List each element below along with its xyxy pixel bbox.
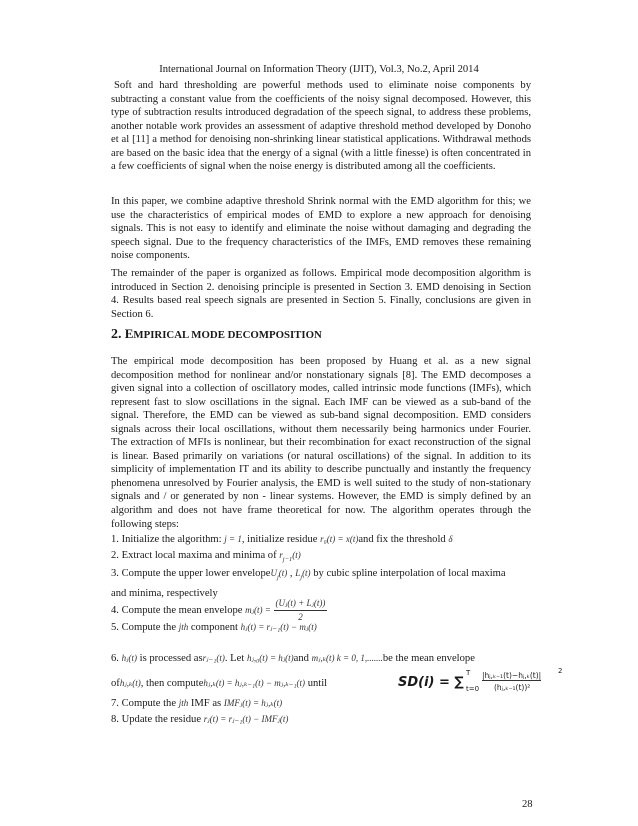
sd-sum-upper: T	[466, 669, 471, 677]
math-mjk: mⱼ,ₖ(t) k = 0, 1,.......	[311, 653, 383, 663]
math-hj0: hⱼ,₀(t) = hⱼ(t)	[246, 653, 294, 663]
sd-stopping-formula	[398, 667, 563, 697]
algorithm-step-5: 5. Compute the jth component hⱼ(t) = rⱼ₋₁(t) − mⱼ(t)	[111, 622, 317, 633]
paragraph-contribution: In this paper, we combine adaptive threshold Shrink normal with the EMD algorithm for this; we use the characteristics of empirical modes of EMD to explore a new approach for denoising signals. This is not easy to identify and eliminate the noise without damaging and degrading the speech signal. Due to the frequency characteristics of the IMFs, EMD removes these remaining noise components.	[111, 196, 531, 262]
math-residue-update: rⱼ(t) = rⱼ₋₁(t) − IMFⱼ(t)	[203, 714, 289, 724]
paragraph-thresholding: Soft and hard thresholding are powerful methods used to eliminate noise components by subtracting a constant value from the coefficients of the noisy signal decomposed. However, this type of subtraction results introduced degradation of the speech signal, to address these problems, another notable work provides an assessment of adaptive threshold method developed by Donoho et al [11] a method for denoising non-shrinking linear statistical applications. Withdrawal methods are based on the basic idea that the energy of a signal (with a little finesse) is often concentrated in a few coefficients of signal when the noise energy is distributed among all the coefficients.	[111, 80, 531, 173]
math-upper-envelope: $U_j(t)$	[270, 568, 288, 581]
sd-exponent: 2	[558, 667, 563, 675]
algorithm-step-3: 3. Compute the upper lower envelopeU$_j$(t) , $L_j(t)$ by cubic spline interpolation of local maxima and minima, respectively	[111, 568, 506, 599]
algorithm-step-6: 6. hⱼ(t) is processed asrⱼ₋₁(t). Let hⱼ,₀(t) = hⱼ(t)and mⱼ,ₖ(t) k = 0, 1,.......be the mean envelope	[111, 653, 475, 664]
algorithm-step-1: 1. Initialize the algorithm: j = 1, initialize residue r₀(t) = x(t)and fix the threshold δ	[111, 534, 453, 545]
page-number: 28	[522, 799, 533, 810]
sd-lhs: SD(i) = ∑	[398, 675, 464, 690]
math-jth-imf: jth	[178, 698, 189, 708]
algorithm-step-4: 4. Compute the mean envelope mⱼ(t) = $\frac{\text{(Uⱼ(t) + Lⱼ(t))}}{2}$	[111, 598, 326, 622]
section-heading	[111, 326, 322, 343]
algorithm-step-7: 7. Compute the jth IMF as IMFⱼ(t) = hⱼ,ₖ(t)	[111, 698, 283, 709]
math-jth: jth	[178, 622, 189, 632]
math-j-init: j = 1	[224, 534, 242, 544]
algorithm-step-2: 2. Extract local maxima and minima of $r_{j-1}(t)$	[111, 550, 301, 563]
math-rj-prev: rⱼ₋₁(t)	[202, 653, 225, 663]
algorithm-step-6-continued: ofhⱼ,ₖ(t), then computehⱼ,ₖ(t) = hⱼ,ₖ₋₁(t) − mⱼ,ₖ₋₁(t) until	[111, 678, 328, 689]
math-residue-prev: $r_{j-1}(t)$	[279, 550, 301, 563]
math-hj: hⱼ(t)	[121, 653, 137, 663]
math-threshold-delta: δ	[448, 534, 453, 544]
sd-numerator: |hⱼ,ₖ₋₁(t)−hⱼ,ₖ(t)|	[482, 671, 542, 680]
math-imf-eq: IMFⱼ(t) = hⱼ,ₖ(t)	[223, 698, 283, 708]
section-title-rest: MPIRICAL MODE DECOMPOSITION	[133, 329, 322, 341]
math-mean-lhs: mⱼ(t) =	[245, 604, 271, 615]
paragraph-emd-description: The empirical mode decomposition has been proposed by Huang et al. as a new signal decomposition method for nonlinear and/or nonstationary signals [8]. The EMD decomposes a given signal into a collection of oscillatory modes, called intrinsic mode functions (IMFs), which represent fast to slow oscillations in the signal. Each IMF can be viewed as a sub-band of the signal. Therefore, the EMD can be viewed as sub-band signal decomposition. EMD considers signals across their local oscillations, without them necessarily being harmonics under Fourier. The extraction of MFIs is nonlinear, but their recombination for exact reconstruction of the signal is linear. Based primarily on variations (or natural oscillations) of the signal. In addition to its simplicity of implementation IT and its ability to describe punctually and instantly the frequency phenomena unresolved by Fourier analysis, the EMD is well suited to the study of non-stationary signals and / or generated by non - linear systems. However, the EMD is simply defined by an algorithm and does not have frame theoretical for now. The algorithm operates through the following steps:	[111, 356, 531, 530]
math-lower-envelope: $L_j(t)$	[295, 568, 311, 581]
section-title-initial: E	[124, 326, 134, 341]
math-sifting-eq: hⱼ,ₖ(t) = hⱼ,ₖ₋₁(t) − mⱼ,ₖ₋₁(t)	[203, 678, 306, 688]
algorithm-step-8: 8. Update the residue rⱼ(t) = rⱼ₋₁(t) − IMFⱼ(t)	[111, 714, 289, 725]
paragraph-organization: The remainder of the paper is organized as follows. Empirical mode decomposition algorithm is introduced in Section 2. denoising principle is presented in Section 3. EMD denoising in Section 4. Results based real speech signals are presented in Section 5. Finally, conclusions are given in Section 6.	[111, 268, 531, 320]
math-component-eq: hⱼ(t) = rⱼ₋₁(t) − mⱼ(t)	[240, 622, 317, 632]
sd-denominator: (hⱼ,ₖ₋₁(t))²	[494, 683, 531, 692]
section-number: 2.	[111, 327, 122, 342]
sd-sum-lower: t=0	[466, 685, 480, 693]
math-mean-fraction: $\frac{\text{(Uⱼ(t) + Lⱼ(t))}}{2}$	[275, 598, 326, 622]
running-header: International Journal on Information Theory (IJIT), Vol.3, No.2, April 2014	[159, 64, 479, 75]
math-residue-init: r₀(t) = x(t)	[320, 534, 359, 544]
math-hjk: hⱼ,ₖ(t)	[119, 678, 141, 688]
